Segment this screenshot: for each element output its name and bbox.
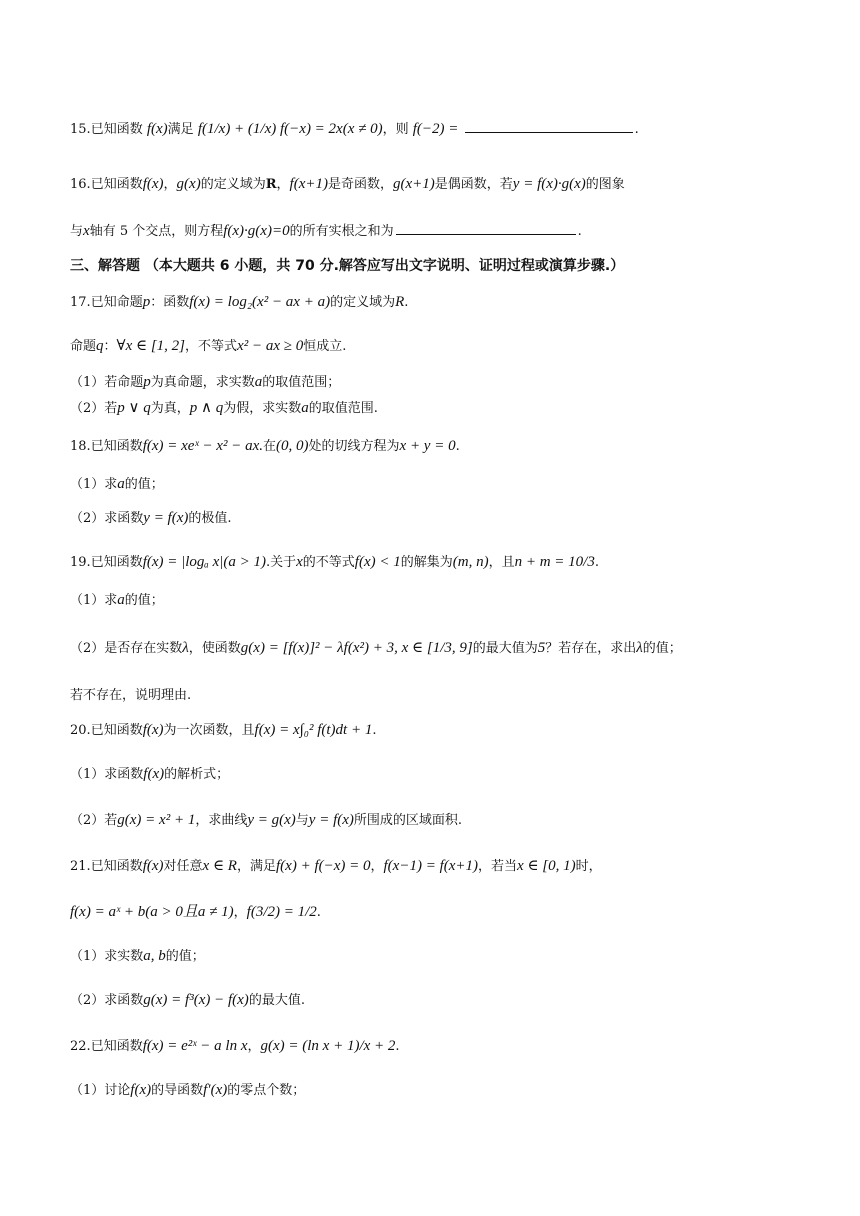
question-18-part-1: （1）求a的值； [70,476,164,492]
question-21-line-1: 21.已知函数f(x)对任意x ∈ R，满足f(x) + f(−x) = 0，f(x−1) = f(x+1)，若当x ∈ [0, 1)时， [70,858,602,874]
question-19-part-1: （1）求a的值； [70,592,164,608]
question-17-line-1: 17.已知命题p：函数f(x) = log₂(x² − ax + a)的定义域为R. [70,294,409,310]
answer-blank[interactable] [396,220,576,235]
question-15: 15.已知函数 f(x)满足 f(1/x) + (1/x) f(−x) = 2x(x ≠ 0)，则 f(−2) = . [70,118,795,140]
question-18-part-2: （2）求函数y = f(x)的极值. [70,510,232,526]
question-22-part-1: （1）讨论f(x)的导函数f′(x)的零点个数； [70,1082,306,1098]
question-21-part-1: （1）求实数a, b的值； [70,948,205,964]
question-16-line-2: 与x轴有 5 个交点，则方程f(x)·g(x)=0的所有实根之和为 . [70,220,795,242]
section-heading: 三、解答题 （本大题共 6 小题，共 70 分.解答应写出文字说明、证明过程或演算步骤.） [70,258,625,274]
question-21-part-2: （2）求函数g(x) = f³(x) − f(x)的最大值. [70,992,305,1008]
question-16-line-1: 16.已知函数f(x)，g(x)的定义域为R，f(x+1)是奇函数，g(x+1)是偶函数，若y = f(x)·g(x)的图象 [70,176,625,192]
question-20-part-2: （2）若g(x) = x² + 1，求曲线y = g(x)与y = f(x)所围成的区域面积. [70,812,463,828]
q15-equation: f(1/x) + (1/x) f(−x) = 2x(x ≠ 0) [197,121,383,137]
question-22-line-1: 22.已知函数f(x) = e²ˣ − a ln x，g(x) = (ln x + 1)/x + 2. [70,1038,400,1054]
question-19-part-2-cont: 若不存在，说明理由. [70,688,192,703]
question-17-line-2: 命题q：∀x ∈ [1, 2]，不等式x² − ax ≥ 0恒成立. [70,338,347,354]
question-20-part-1: （1）求函数f(x)的解析式； [70,766,230,782]
question-19-line-1: 19.已知函数f(x) = |logₐ x|(a > 1).关于x的不等式f(x) < 1的解集为(m, n)，且n + m = 10/3. [70,554,599,570]
question-20-line-1: 20.已知函数f(x)为一次函数，且f(x) = x∫₀² f(t)dt + 1. [70,722,377,738]
question-17-part-1: （1）若命题p为真命题，求实数a的取值范围； [70,374,341,390]
question-18-line-1: 18.已知函数f(x) = xeˣ − x² − ax.在(0, 0)处的切线方程为x + y = 0. [70,438,460,454]
question-21-line-2: f(x) = aˣ + b(a > 0且a ≠ 1)，f(3/2) = 1/2. [70,904,321,920]
question-19-part-2: （2）是否存在实数λ，使函数g(x) = [f(x)]² − λf(x²) + 3, x ∈ [1/3, 9]的最大值为5？若存在，求出λ的值； [70,640,682,656]
question-17-part-2: （2）若p ∨ q为真，p ∧ q为假，求实数a的取值范围. [70,400,378,416]
answer-blank[interactable] [465,118,633,133]
